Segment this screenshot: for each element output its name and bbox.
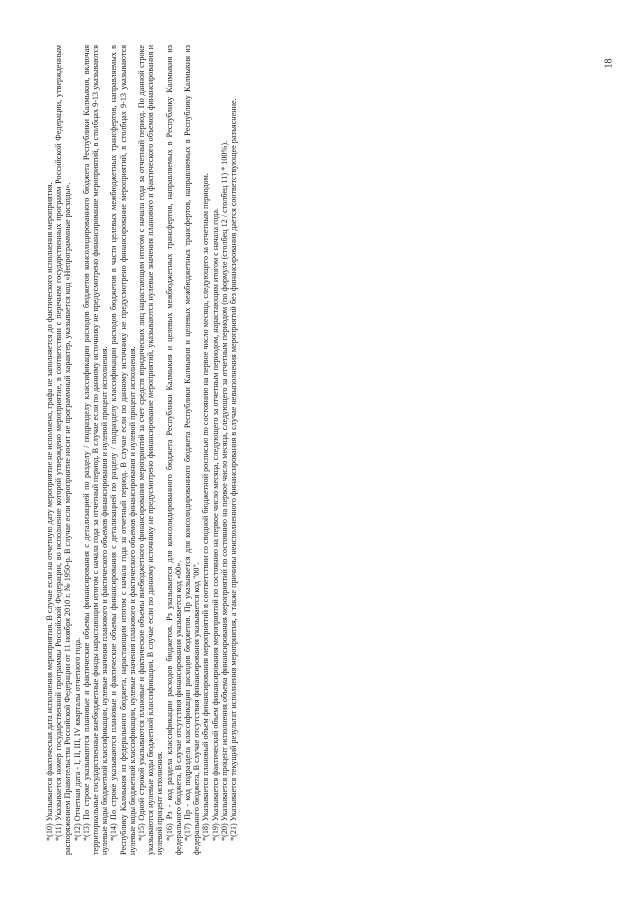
footnote-10: *(10) Указывается фактическая дата исполнения мероприятия. В случае если на отчетную дату мероприятие не исполнено, графа не заполняется до фактического исполнения мероприятия. [45,182,54,841]
page-number: 18 [603,58,615,69]
footnote-16: *(16) Рз - код раздела классификации расходов бюджетов. Рз указывается для консолидированного бюджета Республики Калмыкия и целевых межбюджетных трансфертов, направляемых в Республику Калмыкия из федерального бюджета. В случае отсутствия финансирования указывается код «00». [164,45,183,855]
footnotes-block [45,45,600,855]
footnote-15: *(15) Одной строкой указываются плановые и фактические объемы внебюджетного финансирования мероприятий за счет средств юридических лиц нарастающим итогом с начала года за отчетный период. По данной строке указываются нулевые коды бюджетной классификации. В случае если по данному источнику не предусмотрено финансирование мероприятий, указываются нулевые значения планового и фактического объемов финансирования и нулевой процент исполнения. [137,45,165,855]
footnote-12: *(12) Отчетная дата - I, II, III, IV кварталы отчетного года. [72,637,82,841]
footnote-13: *(13) По строке указываются плановые и фактические объемы финансирования с детализацией по разделу / подразделу классификации расходов бюджетов консолидированного бюджета Республики Калмыкия, включая территориальные государственные внебюджетные фонды нарастающим итогом с начала года за отчетный период. В случае если по данному источнику не предусмотрено финансирование мероприятий, в столбцах 9-13 указываются нулевые коды бюджетной классификации, нулевые значения планового и фактического объемов финансирования и нулевой процент исполнения. [81,45,110,855]
footnote-19: *(19) Указывается фактический объем финансирования мероприятий по состоянию на первое число месяца, следующего за отчетным периодом, нарастающим итогом с начала года. [210,207,220,841]
footnote-20: *(20) Указывается процент исполнения объема финансирования мероприятий по состоянию на первое число месяца, следующего за отчетным периодом (по формуле (столбец 12 / столбец 11) * 100%). [219,140,229,841]
footnote-21: *(21) Указывается текущий результат исполнения мероприятия, а также причины неисполненного финансирования в случае невыполнения мероприятий без финансирования дается соответствующее разъяснение. [229,98,239,841]
footnote-17: *(17) Пр - код подраздела классификации расходов бюджетов. Пр указывается для консолидированного бюджета Республики Калмыкия и целевых межбюджетных трансфертов, направляемых в Республику Калмыкия из федерального бюджета. В случае отсутствия финансирования указывается код "00". [183,45,202,855]
footnote-11: *(11) Указывается номер государственной программы Российской Федерации, во исполнение которой утверждено мероприятие, в соответствии с перечнем государственных программ Российской Федерации, утвержденным распоряжением Правительства Российской Федерации от 11 ноября 2010 г. № 1950-р. В случае если мероприятие носит не программный характер, указывается код «Непрограммные расходы». [54,45,73,855]
footnote-18: *(18) Указывается плановый объем финансирования мероприятий в соответствии со сводной бюджетной росписью по состоянию на первое число месяца, следующего за отчетным периодом. [201,173,211,841]
footnote-14: *(14) По строке указываются плановые и фактические объемы финансирования с детализацией по разделу / подразделу классификации расходов бюджетов в части целевых межбюджетных трансфертов, направляемых в Республику Калмыкия из федерального бюджета, нарастающим итогом с начала года за отчетный период. В случае если по данному источнику не предусмотрено финансирование мероприятий, в столбцах 9-13 указываются нулевые коды бюджетной классификации, нулевые значения планового и фактического объемов финансирования и нулевой процент исполнения. [109,45,137,855]
